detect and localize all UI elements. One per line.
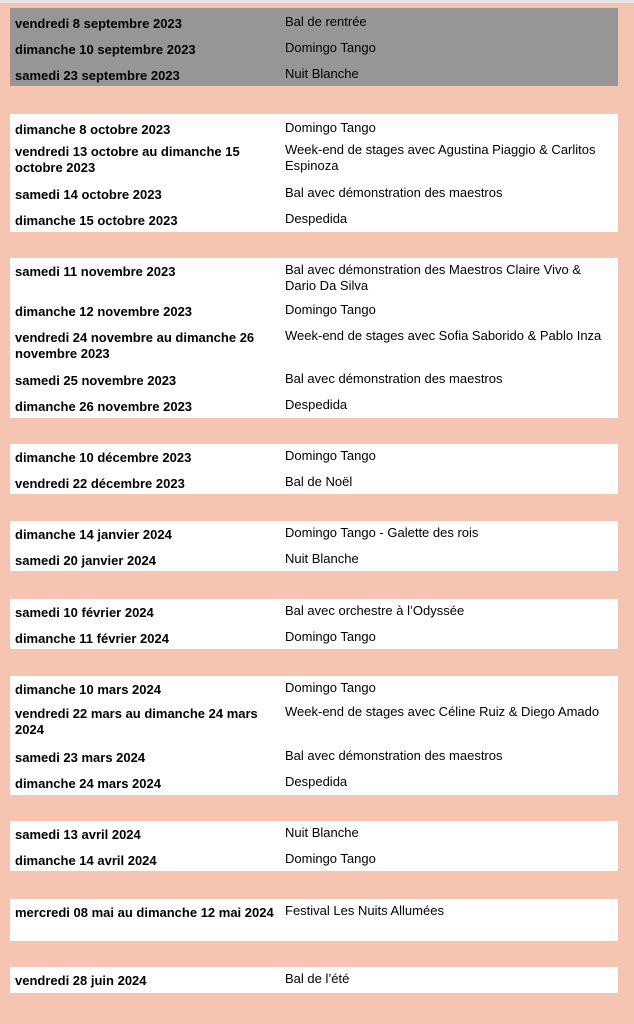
event-title: Bal avec démonstration des maestros [285,185,503,200]
event-date: dimanche 24 mars 2024 [15,776,161,791]
schedule-block [10,676,618,795]
event-title: Domingo Tango - Galette des rois [285,525,479,540]
event-date: vendredi 24 novembre au dimanche 26 novembre 2023 [15,330,255,361]
event-title: Week-end de stages avec Sofia Saborido & Pablo Inza [285,328,602,343]
event-title: Bal de rentrée [285,14,367,29]
event-title: Domingo Tango [285,120,376,135]
event-date: samedi 23 septembre 2023 [15,68,180,83]
event-date: samedi 25 novembre 2023 [15,373,177,388]
schedule-block [10,599,618,649]
event-date: samedi 13 avril 2024 [15,827,141,842]
event-date: samedi 23 mars 2024 [15,750,146,765]
event-date: vendredi 28 juin 2024 [15,973,147,988]
schedule-block [10,899,618,941]
event-title: Nuit Blanche [285,825,359,840]
event-title: Despedida [285,211,348,226]
event-title: Domingo Tango [285,851,376,866]
event-title: Bal avec orchestre à l’Odyssée [285,603,465,618]
schedule-block [10,967,618,993]
event-title: Bal avec démonstration des Maestros Claire Vivo & Dario Da Silva [285,262,582,293]
event-title: Nuit Blanche [285,66,359,81]
event-title: Domingo Tango [285,448,376,463]
event-date: mercredi 08 mai au dimanche 12 mai 2024 [15,905,274,920]
event-date: samedi 20 janvier 2024 [15,553,156,568]
event-date: dimanche 14 janvier 2024 [15,527,172,542]
event-date: samedi 11 novembre 2023 [15,264,176,279]
event-title: Week-end de stages avec Céline Ruiz & Diego Amado [285,704,600,719]
event-date: dimanche 14 avril 2024 [15,853,157,868]
event-date: dimanche 10 septembre 2023 [15,42,196,57]
event-date: dimanche 12 novembre 2023 [15,304,193,319]
schedule-block [10,114,618,232]
event-title: Festival Les Nuits Allumées [285,903,444,918]
event-title: Domingo Tango [285,302,376,317]
event-date: vendredi 8 septembre 2023 [15,16,182,31]
event-title: Despedida [285,774,348,789]
event-title: Bal de l’été [285,971,350,986]
event-date: dimanche 10 mars 2024 [15,682,161,697]
event-date: samedi 10 février 2024 [15,605,154,620]
event-date: vendredi 22 décembre 2023 [15,476,185,491]
schedule-block [10,258,618,418]
event-date: dimanche 10 décembre 2023 [15,450,192,465]
event-title: Week-end de stages avec Agustina Piaggio & Carlitos Espinoza [285,142,596,173]
schedule-block [10,8,618,86]
event-date: vendredi 13 octobre au dimanche 15 octobre 2023 [15,144,240,175]
event-title: Domingo Tango [285,40,376,55]
event-date: dimanche 15 octobre 2023 [15,213,178,228]
event-title: Domingo Tango [285,680,376,695]
event-title: Domingo Tango [285,629,376,644]
event-title: Bal avec démonstration des maestros [285,748,503,763]
event-date: vendredi 22 mars au dimanche 24 mars 2024 [15,706,258,737]
event-date: dimanche 8 octobre 2023 [15,122,171,137]
schedule-block [10,444,618,494]
schedule-block [10,821,618,871]
event-date: samedi 14 octobre 2023 [15,187,162,202]
top-border [0,0,634,3]
event-title: Nuit Blanche [285,551,359,566]
event-date: dimanche 11 février 2024 [15,631,169,646]
event-date: dimanche 26 novembre 2023 [15,399,193,414]
event-title: Bal de Noël [285,474,353,489]
schedule-block [10,521,618,571]
event-title: Bal avec démonstration des maestros [285,371,503,386]
event-title: Despedida [285,397,348,412]
